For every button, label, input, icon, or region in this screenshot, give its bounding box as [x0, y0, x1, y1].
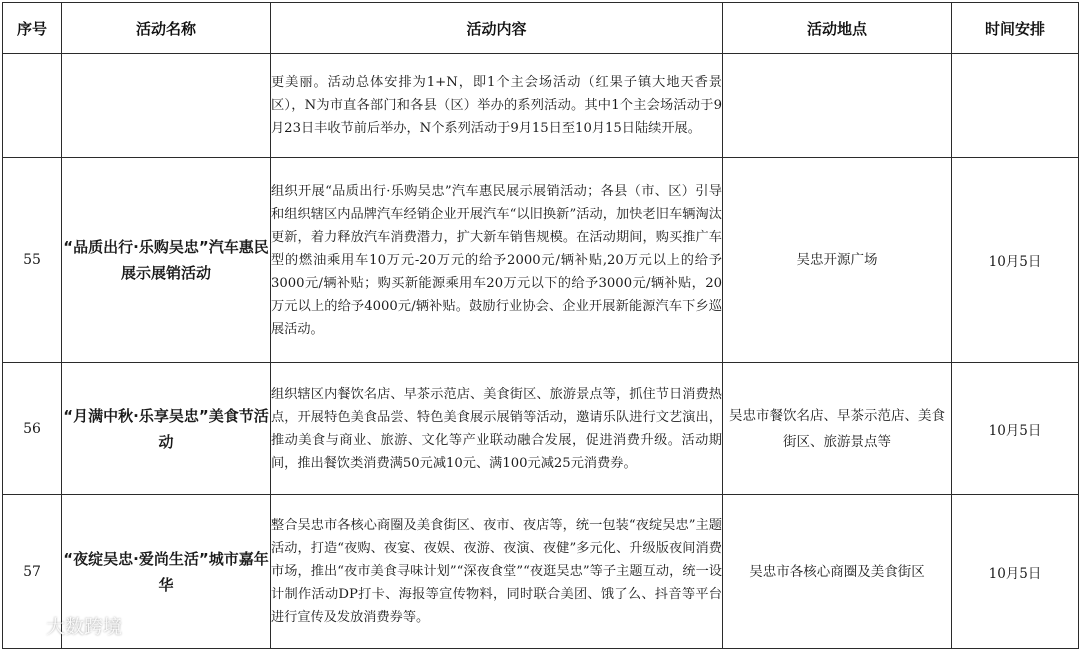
row-seq: 57 — [3, 495, 62, 649]
row-activity-place: 吴忠开源广场 — [723, 158, 952, 363]
table-row — [3, 363, 1079, 495]
table-row — [3, 54, 1079, 158]
row-activity-content: 组织开展“品质出行·乐购吴忠”汽车惠民展示展销活动；各县（市、区）引导和组织辖区内品牌汽车经销企业开展汽车“以旧换新”活动，加快老旧车辆淘汰更新，着力释放汽车消费潜力，扩大新车销售规模。在活动期间，购买推广车型的燃油乘用车10万元-20万元的给予2000元/辆补贴,20万元以上的给予3000元/辆补贴；购买新能源乘用车20万元以下的给予3000元/辆补贴，20万元以上的给予4000元/辆补贴。鼓励行业协会、企业开展新能源汽车下乡巡展活动。 — [271, 158, 723, 363]
row-seq: 55 — [3, 158, 62, 363]
row-activity-place: 吴忠市餐饮名店、早茶示范店、美食街区、旅游景点等 — [723, 363, 952, 495]
header-seq: 序号 — [3, 3, 62, 54]
header-content: 活动内容 — [271, 3, 723, 54]
row-activity-time: 10月5日 — [952, 363, 1079, 495]
row-activity-content: 更美丽。活动总体安排为1+N，即1个主会场活动（红果子镇大地天香景区），N为市直各部门和各县（区）举办的系列活动。其中1个主会场活动于9月23日丰收节前后举办，N个系列活动于9月15日至10月15日陆续开展。 — [271, 54, 723, 158]
watermark — [8, 612, 122, 639]
table-row — [3, 158, 1079, 363]
row-activity-time: 10月5日 — [952, 495, 1079, 649]
row-seq: 56 — [3, 363, 62, 495]
row-activity-time: 10月5日 — [952, 158, 1079, 363]
watermark-text: 大数跨境 — [46, 616, 123, 638]
table-row — [3, 495, 1079, 649]
row-activity-name — [62, 54, 271, 158]
row-activity-place: 吴忠市各核心商圈及美食街区 — [723, 495, 952, 649]
row-activity-time — [952, 54, 1079, 158]
row-activity-content: 组织辖区内餐饮名店、早茶示范店、美食街区、旅游景点等，抓住节日消费热点，开展特色美食品尝、特色美食展示展销等活动，邀请乐队进行文艺演出，推动美食与商业、旅游、文化等产业联动融合发展，促进消费升级。活动期间，推出餐饮类消费满50元减10元、满100元减25元消费券。 — [271, 363, 723, 495]
chat-bubble-logo-icon — [8, 615, 42, 637]
header-time: 时间安排 — [952, 3, 1079, 54]
row-activity-name: “月满中秋·乐享吴忠”美食节活动 — [62, 363, 271, 495]
activity-table — [2, 2, 1079, 649]
row-activity-name: “夜绽吴忠·爱尚生活”城市嘉年华 — [62, 495, 271, 649]
header-name: 活动名称 — [62, 3, 271, 54]
header-row — [3, 3, 1079, 54]
header-place: 活动地点 — [723, 3, 952, 54]
row-seq — [3, 54, 62, 158]
row-activity-place — [723, 54, 952, 158]
row-activity-name: “品质出行·乐购吴忠”汽车惠民展示展销活动 — [62, 158, 271, 363]
row-activity-content: 整合吴忠市各核心商圈及美食街区、夜市、夜店等，统一包装“夜绽吴忠”主题活动，打造“夜购、夜宴、夜娱、夜游、夜演、夜健”多元化、升级版夜间消费市场，推出“夜市美食寻味计划”“深夜食堂”“夜逛吴忠”等子主题互动，统一设计制作活动DP打卡、海报等宣传物料，同时联合美团、饿了么、抖音等平台进行宣传及发放消费券等。 — [271, 495, 723, 649]
